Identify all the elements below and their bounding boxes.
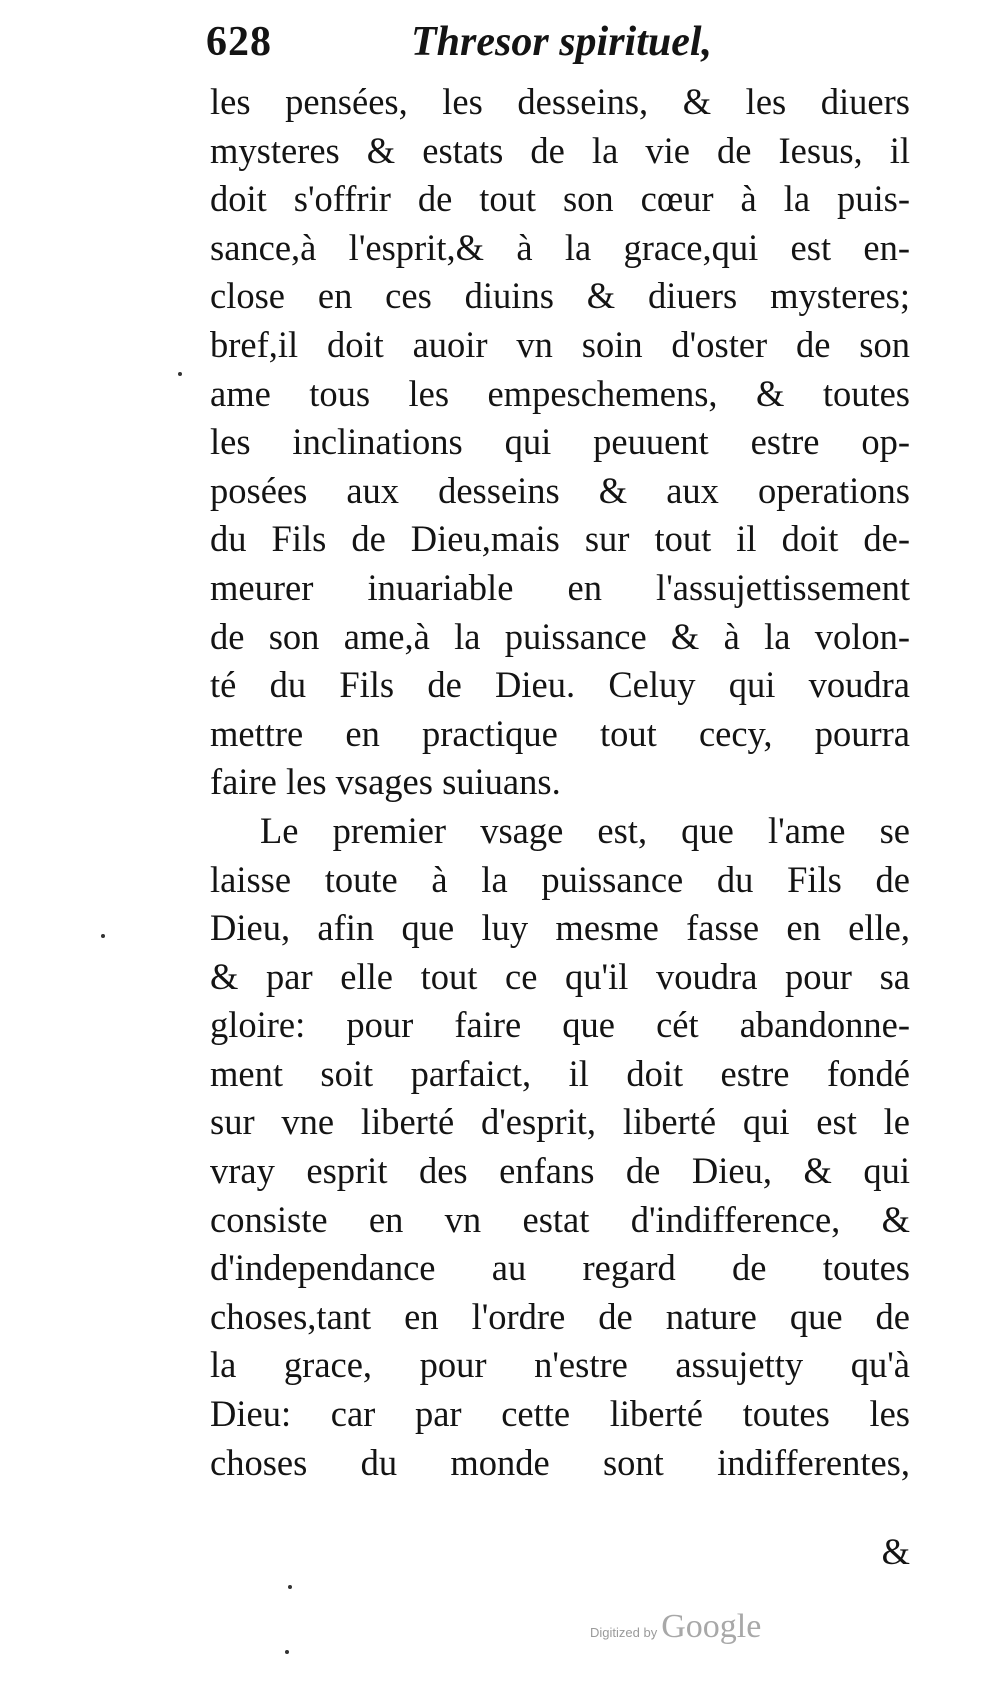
text-line: Le premier vsage est, que l'ame se — [260, 809, 910, 851]
text-line: ame tous les empeschemens, & toutes — [210, 372, 910, 414]
text-line: bref,il doit auoir vn soin d'oster de son — [210, 323, 910, 365]
google-logo: Google — [661, 1608, 762, 1645]
scan-speck — [288, 1585, 292, 1589]
scan-speck — [178, 372, 182, 376]
text-line: la grace, pour n'estre assujetty qu'à — [210, 1344, 910, 1386]
text-line: du Fils de Dieu,mais sur tout il doit de- — [210, 518, 910, 560]
page-number: 628 — [206, 19, 272, 65]
body-text — [210, 78, 910, 1487]
text-line: choses du monde sont indifferentes, — [210, 1441, 910, 1483]
text-line: gloire: pour faire que cét abandonne- — [210, 1004, 910, 1046]
text-line: Dieu, afin que luy mesme fasse en elle, — [210, 907, 910, 949]
text-line: posées aux desseins & aux operations — [210, 469, 910, 511]
text-line: sur vne liberté d'esprit, liberté qui est le — [210, 1101, 910, 1143]
text-line: consiste en vn estat d'indifference, & — [210, 1198, 910, 1240]
text-line: laisse toute à la puissance du Fils de — [210, 858, 910, 900]
page-header — [206, 18, 906, 78]
text-line: les pensées, les desseins, & les diuers — [210, 81, 910, 122]
watermark-prefix: Digitized by — [590, 1625, 658, 1640]
text-line: mettre en practique tout cecy, pourra — [210, 712, 910, 754]
text-line: té du Fils de Dieu. Celuy qui voudra — [210, 664, 910, 706]
running-title: Thresor spirituel, — [411, 19, 713, 65]
text-line: choses,tant en l'ordre de nature que de — [210, 1295, 910, 1337]
text-line: de son ame,à la puissance & à la volon- — [210, 615, 910, 657]
text-line: les inclinations qui peuuent estre op- — [210, 421, 910, 463]
text-line: vray esprit des enfans de Dieu, & qui — [210, 1150, 910, 1192]
text-line: close en ces diuins & diuers mysteres; — [210, 275, 910, 317]
text-line: meurer inuariable en l'assujettissement — [210, 566, 910, 608]
digitized-watermark — [590, 1606, 761, 1646]
text-line: mysteres & estats de la vie de Iesus, il — [210, 129, 910, 171]
scan-speck — [285, 1650, 289, 1654]
text-line: ment soit parfaict, il doit estre fondé — [210, 1052, 910, 1094]
scan-speck — [101, 934, 105, 938]
text-line: sance,à l'esprit,& à la grace,qui est en- — [210, 226, 910, 268]
text-line: d'independance au regard de toutes — [210, 1247, 910, 1289]
catchword: & — [881, 1531, 910, 1572]
text-line: & par elle tout ce qu'il voudra pour sa — [210, 955, 910, 997]
text-line: faire les vsages suiuans. — [210, 761, 561, 803]
text-line: Dieu: car par cette liberté toutes les — [210, 1393, 910, 1435]
text-line: doit s'offrir de tout son cœur à la puis- — [210, 178, 910, 220]
